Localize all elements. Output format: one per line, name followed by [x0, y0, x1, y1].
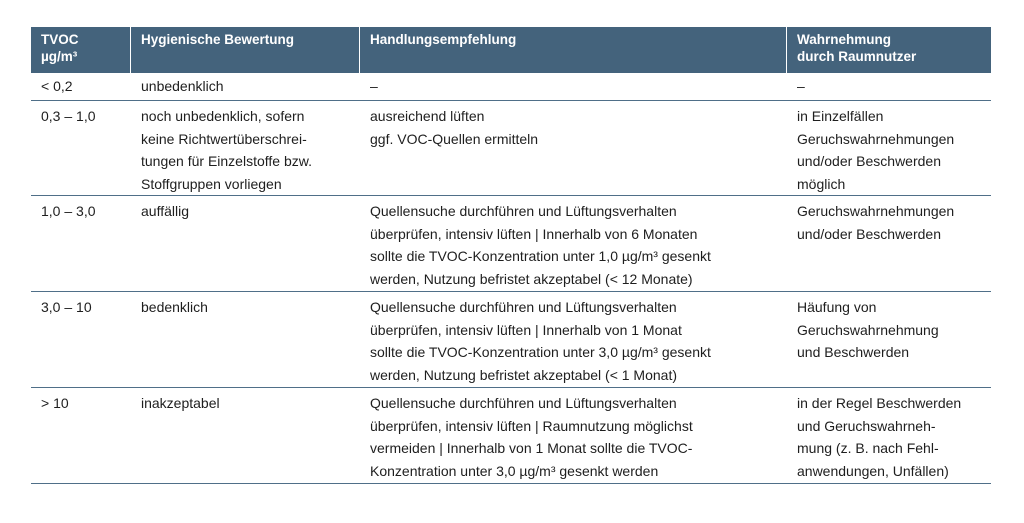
cell-recommendation: Quellensuche durchführen und Lüftungsverhalten überprüfen, intensiv lüften | Innerhalb von 6 Monaten sollte die TVOC-Konzentration unter 1,0 µg/m³ gesenkt werden, Nutzung befristet akzeptabel (< 12 Monate): [360, 196, 787, 291]
tvoc-table: [31, 27, 991, 484]
cell-perception: Häufung von Geruchswahrnehmung und Beschwerden: [797, 299, 939, 361]
cell-rating: inakzeptabel: [131, 388, 360, 483]
table-header-row: [31, 27, 991, 73]
table-row: [31, 292, 991, 388]
cell-recommendation: Quellensuche durchführen und Lüftungsverhalten überprüfen, intensiv lüften | Innerhalb von 1 Monat sollte die TVOC-Konzentration unter 3,0 µg/m³ gesenkt werden, Nutzung befristet akzeptabel (< 1 Monat): [360, 292, 787, 387]
cell-perception: in Einzelfällen Geruchswahrnehmungen und/oder Beschwerden möglich: [797, 108, 955, 192]
header-hygienic-rating: Hygienische Bewertung: [131, 27, 360, 73]
header-tvoc: TVOC µg/m³: [31, 27, 131, 73]
cell-recommendation: Quellensuche durchführen und Lüftungsverhalten überprüfen, intensiv lüften | Raumnutzung möglichst vermeiden | Innerhalb von 1 Monat sollte die TVOC- Konzentration unter 3,0 µg/m³ gesenkt werden: [360, 388, 787, 483]
cell-perception: in der Regel Beschwerden und Geruchswahrneh- mung (z. B. nach Fehl- anwendungen, Unfällen): [797, 395, 962, 479]
cell-rating: unbedenklich: [131, 73, 360, 100]
cell-perception: Geruchswahrnehmungen und/oder Beschwerden: [797, 203, 955, 242]
cell-range: 0,3 – 1,0: [31, 101, 131, 195]
cell-recommendation: –: [360, 73, 787, 100]
cell-range: < 0,2: [31, 73, 131, 100]
cell-rating: bedenklich: [131, 292, 360, 387]
cell-rating: noch unbedenklich, sofern keine Richtwertüberschrei- tungen für Einzelstoffe bzw. Stoffgruppen vorliegen: [131, 101, 360, 195]
table-row: [31, 101, 991, 196]
cell-range: > 10: [31, 388, 131, 483]
header-perception: Wahrnehmung durch Raumnutzer: [797, 32, 917, 64]
table-row: [31, 388, 991, 484]
cell-range: 3,0 – 10: [31, 292, 131, 387]
header-recommendation: Handlungsempfehlung: [360, 27, 787, 73]
table-row: [31, 73, 991, 101]
table-row: [31, 196, 991, 292]
cell-rating: auffällig: [131, 196, 360, 291]
cell-range: 1,0 – 3,0: [31, 196, 131, 291]
cell-recommendation: ausreichend lüften ggf. VOC-Quellen ermitteln: [360, 101, 787, 195]
cell-perception: –: [797, 78, 805, 94]
